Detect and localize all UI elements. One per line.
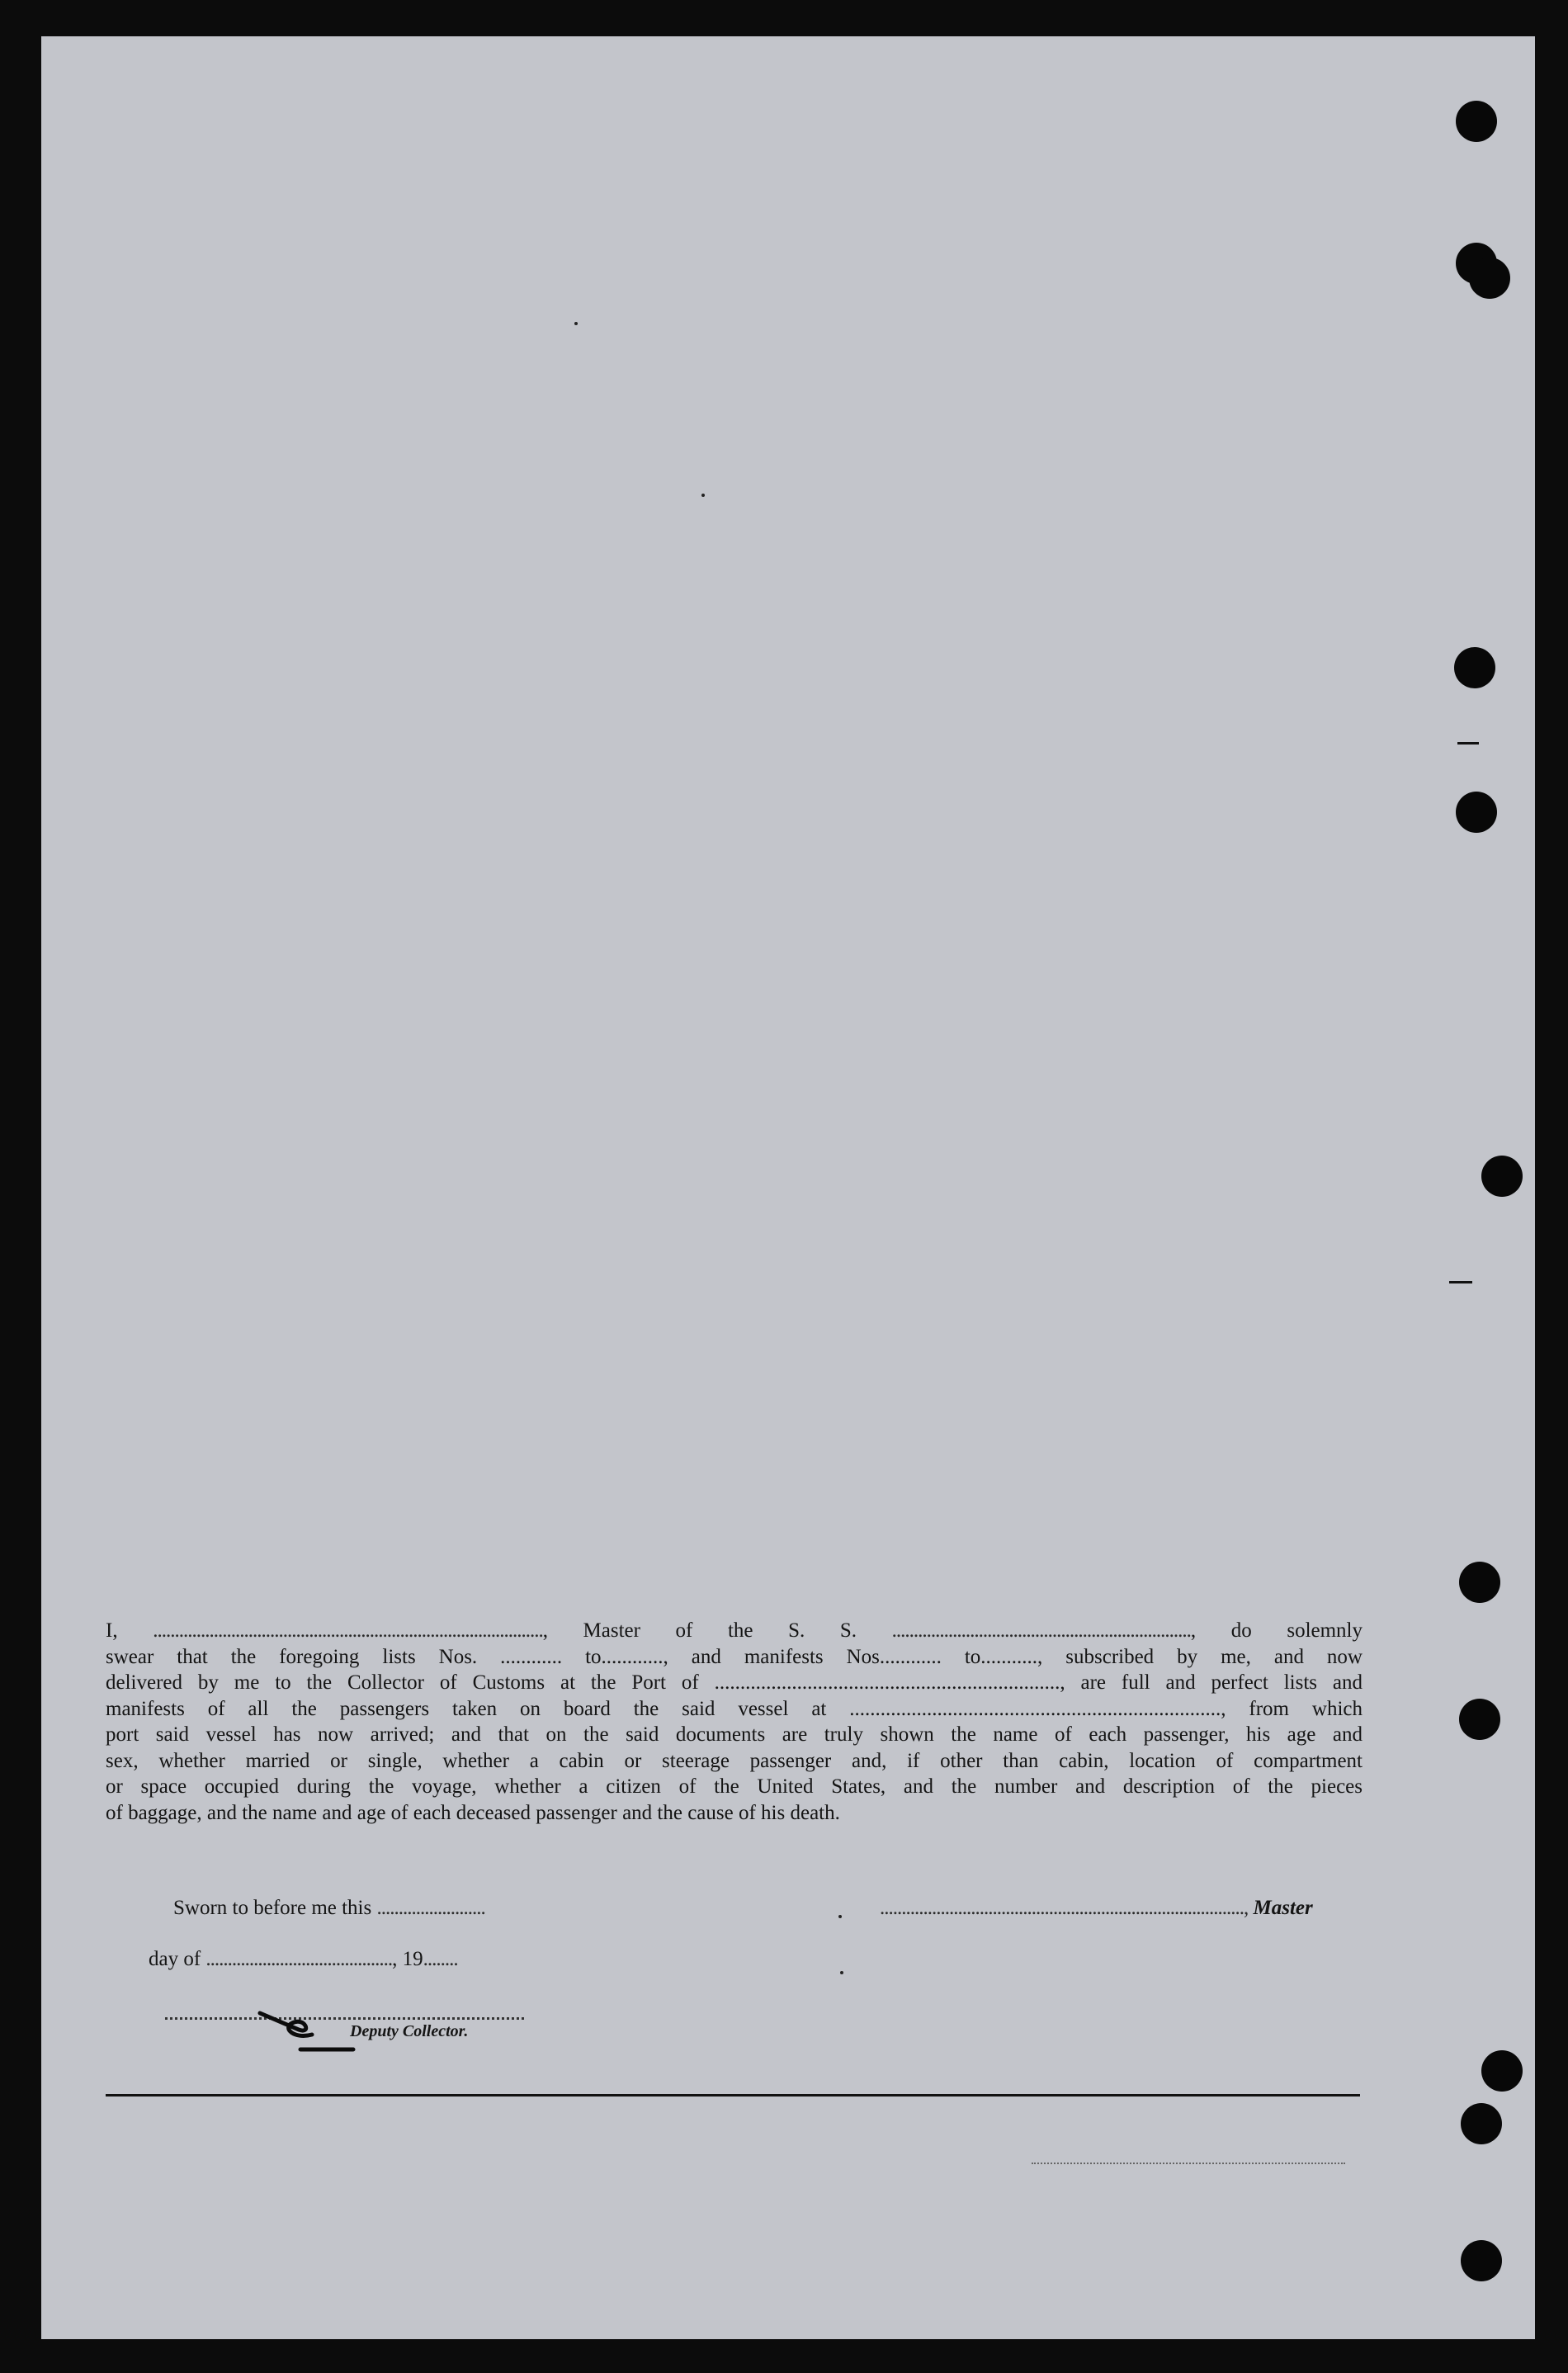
speck <box>840 1971 843 1974</box>
oath-line-7: or space occupied during the voyage, whether a citizen of the United States, and the number and description of the pieces <box>106 1775 1363 1798</box>
sworn-line <box>173 1897 485 1920</box>
edge-mark <box>1449 1281 1472 1283</box>
oath-line-6: sex, whether married or single, whether a cabin or steerage passenger and, if other than cabin, location of compartment <box>106 1749 1363 1772</box>
oath-line-2: swear that the foregoing lists Nos. ............ to............, and manifests Nos............ to..........., subscribed by me, and now <box>106 1645 1363 1668</box>
punch-hole-9 <box>1481 2050 1523 2092</box>
oath-i: I, <box>106 1619 118 1642</box>
punch-hole-6 <box>1481 1156 1523 1197</box>
oath-line-8: of baggage, and the name and age of each deceased passenger and the cause of his death. <box>106 1801 840 1824</box>
oath-line-1 <box>106 1618 1363 1644</box>
speck <box>838 1915 842 1918</box>
punch-hole-4 <box>1454 647 1495 688</box>
speck <box>701 494 705 497</box>
vessel-name-blank: ..................................................................... <box>891 1619 1191 1642</box>
master-of-ss-label: , Master of the S. S. <box>542 1619 857 1642</box>
handwritten-mark <box>256 2002 363 2063</box>
punch-hole-3 <box>1469 258 1510 299</box>
punch-hole-10 <box>1461 2103 1502 2144</box>
speck <box>574 322 578 325</box>
day-of-label: day of <box>149 1948 201 1970</box>
horizontal-rule <box>106 2094 1360 2096</box>
oath-line-4: manifests of all the passengers taken on board the said vessel at ........................................................................, from which <box>106 1697 1363 1720</box>
master-label: Master <box>1253 1897 1313 1919</box>
year-label: , 19 <box>392 1948 423 1970</box>
faint-dotted-line <box>1032 2163 1345 2164</box>
do-solemnly-text: , do solemnly <box>1190 1619 1363 1642</box>
punch-hole-8 <box>1459 1699 1500 1740</box>
oath-paragraph <box>106 1618 1363 1826</box>
day-blank: ........................................... <box>205 1948 393 1970</box>
master-name-blank: .......................................................................................... <box>153 1619 543 1642</box>
punch-hole-5 <box>1456 792 1497 833</box>
oath-line-3: delivered by me to the Collector of Customs at the Port of ..................................................................., are full and perfect lists and <box>106 1671 1363 1694</box>
punch-hole-11 <box>1461 2240 1502 2281</box>
punch-hole-7 <box>1459 1562 1500 1603</box>
master-signature-blank: ...................................................................................., <box>880 1897 1249 1919</box>
punch-hole-1 <box>1456 101 1497 142</box>
sworn-label: Sworn to before me this <box>173 1897 372 1919</box>
year-blank: ........ <box>423 1948 458 1970</box>
edge-mark <box>1457 742 1479 745</box>
oath-line-5: port said vessel has now arrived; and that on the said documents are truly shown the name of each passenger, his age and <box>106 1723 1363 1746</box>
master-signature-line <box>880 1897 1313 1920</box>
deputy-collector-label: Deputy Collector. <box>350 2022 469 2040</box>
form-page <box>41 36 1535 2339</box>
sworn-date-blank: ......................... <box>376 1897 485 1919</box>
day-of-line <box>149 1948 458 1971</box>
